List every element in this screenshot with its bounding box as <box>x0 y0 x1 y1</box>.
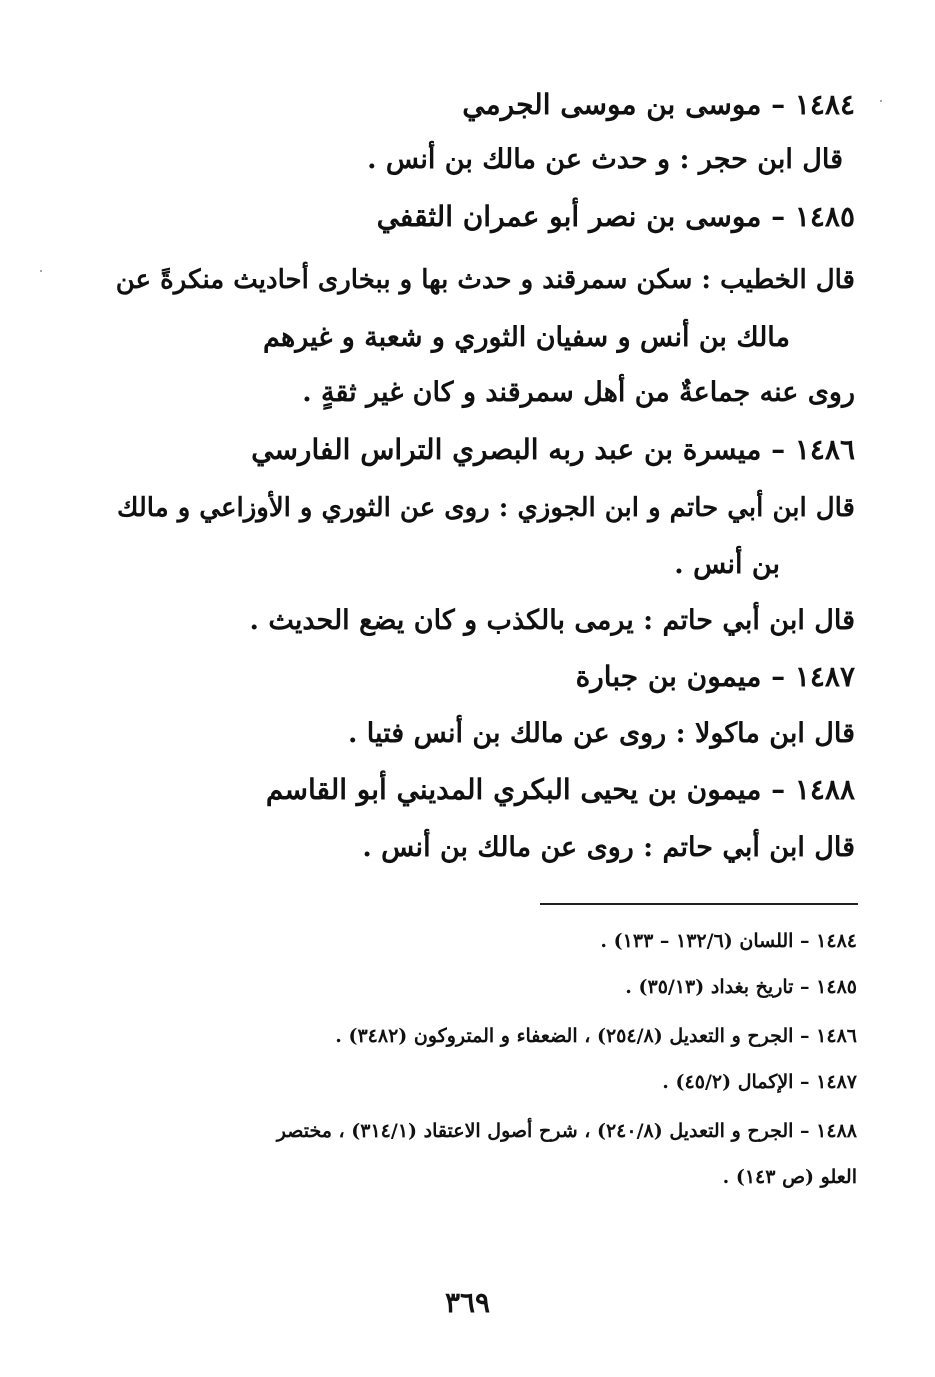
body-line: روى عنه جماعةٌ من أهل سمرقند و كان غير ثقةٍ . <box>302 377 855 408</box>
body-line: قال ابن حجر : و حدث عن مالك بن أنس . <box>367 144 843 175</box>
entry-heading-1486: ١٤٨٦ – ميسرة بن عبد ربه البصري التراس الفارسي <box>251 433 855 466</box>
entry-heading-1485: ١٤٨٥ – موسى بن نصر أبو عمران الثقفي <box>376 200 855 233</box>
footnote-1487: ١٤٨٧ – الإكمال (٤٥/٢) . <box>662 1071 857 1093</box>
scan-speck <box>40 270 42 272</box>
body-line: قال ابن ماكولا : روى عن مالك بن أنس فتيا . <box>347 718 855 749</box>
scan-speck <box>880 100 882 102</box>
footnote-1484: ١٤٨٤ – اللسان (١٣٢/٦ – ١٣٣) . <box>600 930 857 952</box>
entry-heading-1488: ١٤٨٨ – ميمون بن يحيى البكري المديني أبو القاسم <box>265 773 855 806</box>
footnote-separator <box>540 903 858 905</box>
footnote-1488-continuation: العلو (ص ١٤٣) . <box>722 1166 857 1188</box>
entry-heading-1487: ١٤٨٧ – ميمون بن جبارة <box>575 660 855 693</box>
footnote-1488: ١٤٨٨ – الجرح و التعديل (٢٤٠/٨) ، شرح أصول الاعتقاد (٣١٤/١) ، مختصر <box>276 1120 857 1142</box>
page-number: ٣٦٩ <box>444 1286 491 1319</box>
footnote-1485: ١٤٨٥ – تاريخ بغداد (٣٥/١٣) . <box>625 976 857 998</box>
entry-heading-1484: ١٤٨٤ – موسى بن موسى الجرمي <box>462 88 855 121</box>
body-line: قال ابن أبي حاتم و ابن الجوزي : روى عن الثوري و الأوزاعي و مالك <box>116 493 855 523</box>
body-line: قال الخطيب : سكن سمرقند و حدث بها و ببخارى أحاديث منكرةً عن <box>115 265 855 295</box>
body-line: قال ابن أبي حاتم : يرمى بالكذب و كان يضع الحديث . <box>249 605 855 636</box>
body-line: بن أنس . <box>674 549 780 580</box>
body-line: قال ابن أبي حاتم : روى عن مالك بن أنس . <box>362 832 855 863</box>
footnote-1486: ١٤٨٦ – الجرح و التعديل (٢٥٤/٨) ، الضعفاء و المتروكون (٣٤٨٢) . <box>335 1025 857 1047</box>
body-line: مالك بن أنس و سفيان الثوري و شعبة و غيرهم <box>262 322 790 353</box>
